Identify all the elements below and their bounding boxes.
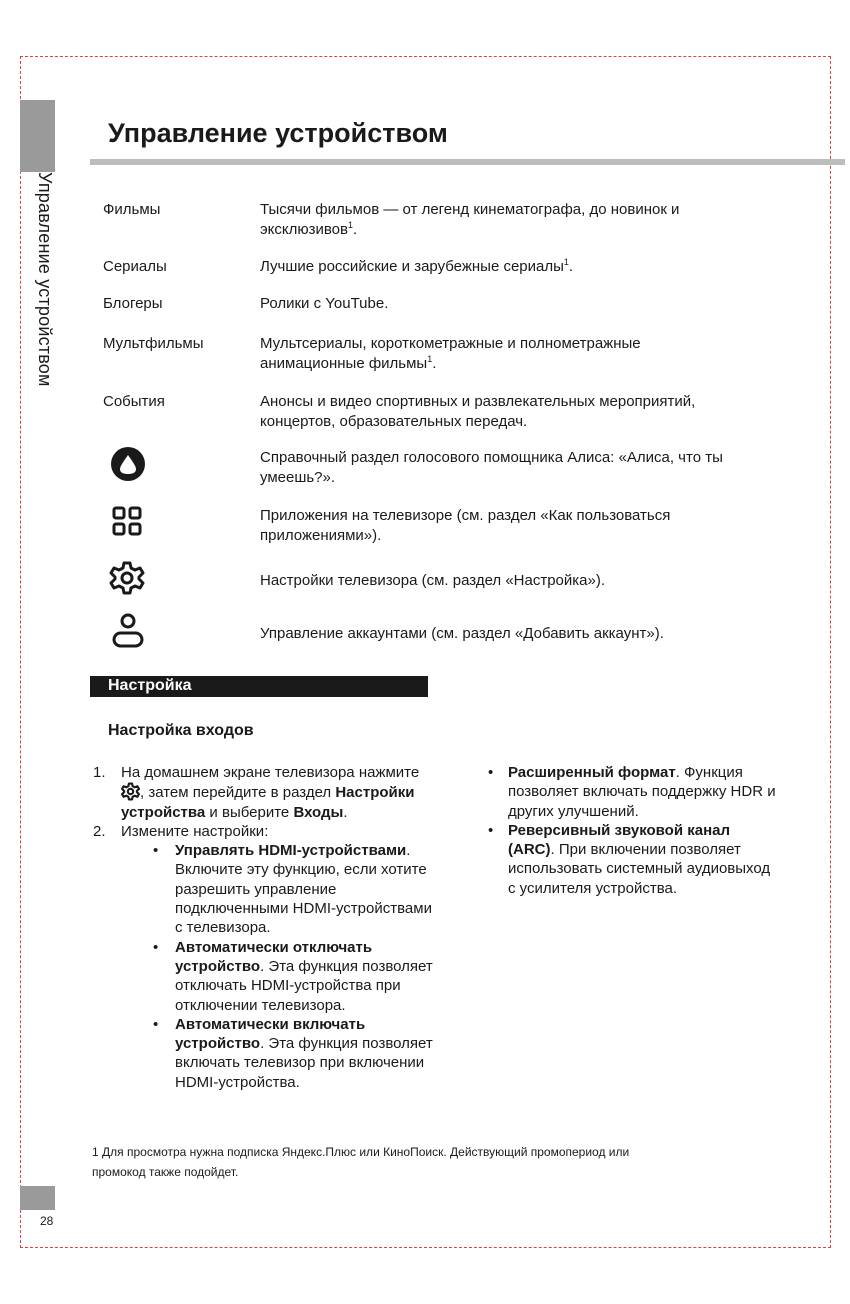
row-label: События [103,393,165,410]
alice-icon [110,446,146,487]
row-desc: Анонсы и видео спортивных и развлекательных мероприятий, концертов, образовательных передач. [260,393,696,430]
subsection-title: Настройка входов [108,722,254,739]
row-desc: Тысячи фильмов — от легенд кинематографа, до новинок и эксклюзивов$^1$. [260,201,680,238]
row-label: Фильмы [103,201,161,218]
list-item: • Расширенный формат. Функция позволяет включать поддержку HDR и других улучшений. [488,764,776,820]
section-header [90,676,428,697]
step-1: 1. На домашнем экране телевизора нажмите , затем перейдите в раздел Настройки устройства и выберите Входы. [93,764,420,821]
page-tab [20,1186,55,1210]
title-rule [90,159,845,165]
row-desc: Ролики с YouTube. [260,295,389,312]
bullet-list [121,841,433,1092]
list-item: • Реверсивный звуковой канал (ARC). При включении позволяет использовать системный аудиовыход с усилителя устройства. [488,821,771,897]
list-item: • Автоматически отключать устройство. Эта функция позволяет отключать HDMI-устройства при отключении телевизора. [153,938,433,1014]
list-item: • Автоматически включать устройство. Эта функция позволяет включать телевизор при включении HDMI-устройства. [153,1015,433,1091]
row-desc: Управление аккаунтами (см. раздел «Добавить аккаунт»). [260,625,664,642]
page-number: 28 [40,1214,54,1228]
row-label: Блогеры [103,295,163,312]
row-label: Мультфильмы [103,335,204,352]
row-label: Сериалы [103,258,167,275]
section-title: Настройка [108,677,192,694]
side-tab [20,100,55,172]
apps-grid-icon [112,506,142,541]
row-desc: Справочный раздел голосового помощника Алиса: «Алиса, что ты умеешь?». [260,449,723,486]
footnote: 1 Для просмотра нужна подписка Яндекс.Плюс или КиноПоиск. Действующий промопериод или промокод также подойдет. [92,1145,630,1179]
instructions-right [486,763,776,898]
page-title: Управление устройством [108,118,448,148]
side-label: Управление устройством [35,172,55,387]
row-desc: Лучшие российские и зарубежные сериалы$^1$. [260,257,574,275]
row-desc: Приложения на телевизоре (см. раздел «Как пользоваться приложениями»). [260,507,671,544]
gear-icon [121,782,140,801]
instructions-left [93,763,433,1092]
row-desc: Настройки телевизора (см. раздел «Настройка»). [260,572,606,589]
account-icon [112,612,144,653]
list-item: • Управлять HDMI-устройствами. Включите эту функцию, если хотите разрешить управление подключенными HDMI-устройствами с телевизора. [153,842,432,937]
row-desc: Мультсериалы, короткометражные и полнометражные анимационные фильмы$^1$. [260,335,641,372]
gear-icon [109,560,145,601]
step-2: 2. Измените настройки: • Управлять HDMI-устройствами. Включите эту функцию, если хотите разрешить управление подключенными HDMI-устройствами с телевизора. • Автоматически отключать устройство. Эта функция позволяет отключать HDMI-устройства при отключении телевизора. • Автоматически включать устройство. Эта функция позволяет включать телевизор при включении HDMI-устройства. [93,822,433,1091]
